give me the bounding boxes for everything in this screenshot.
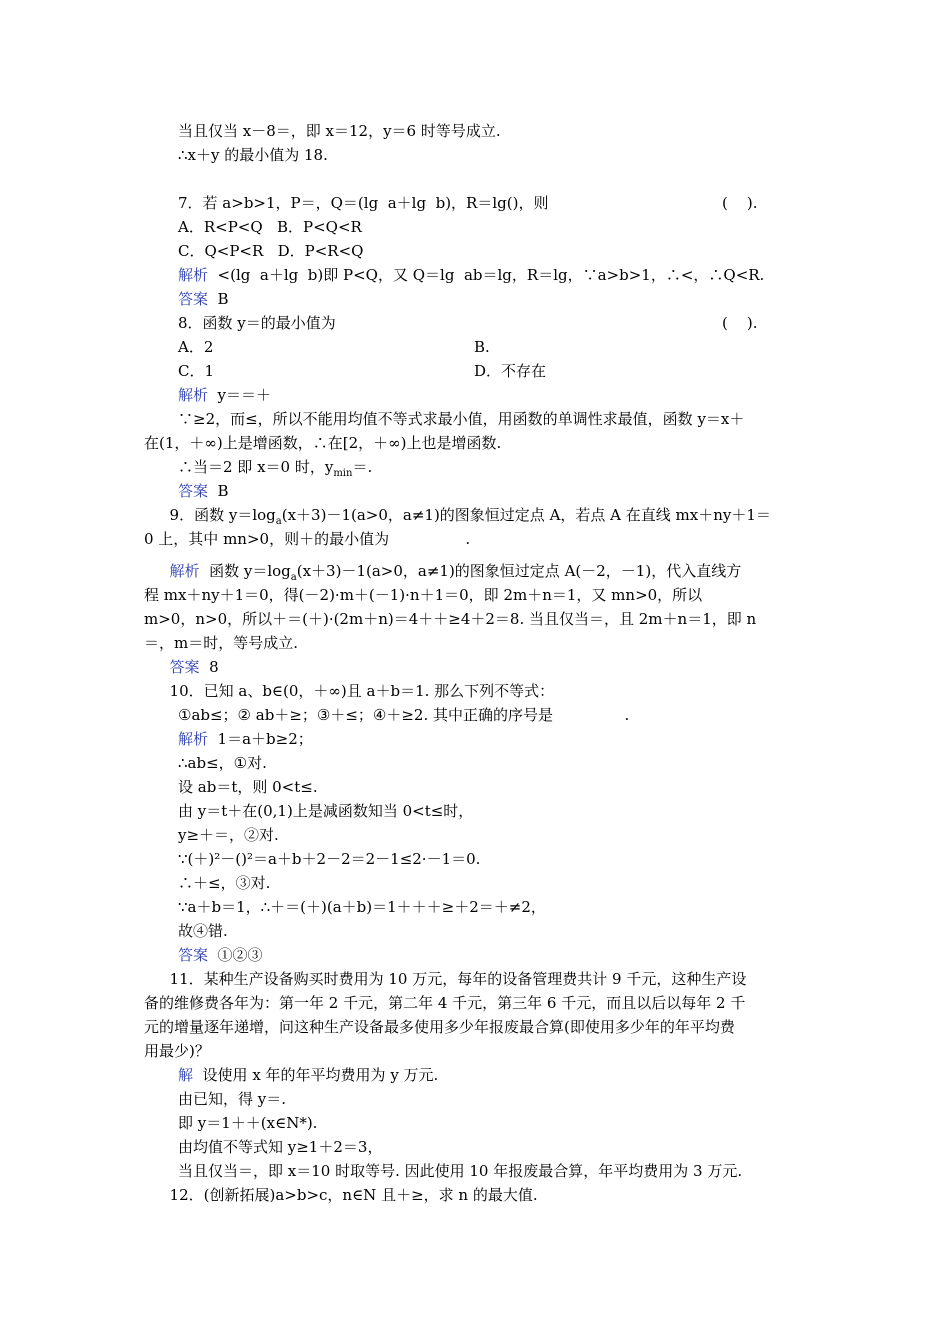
- text-line: ＝，m＝时，等号成立.: [144, 634, 298, 652]
- text-line: ∴ab≤，①对.: [178, 754, 267, 772]
- option-a: A．2: [178, 338, 214, 356]
- option-c: C．1: [178, 362, 215, 380]
- answer-text: B: [208, 482, 229, 500]
- text-line: m>0，n>0，所以＋＝(＋)·(2m＋n)＝4＋＋≥4＋2＝8. 当且仅当＝，且 2m＋n＝1，即 n: [144, 610, 757, 628]
- analysis-line: [160, 561, 741, 588]
- text-line: 当且仅当 x－8＝，即 x＝12，y＝6 时等号成立.: [178, 122, 501, 140]
- text-line: y≥＋＝，②对.: [178, 826, 279, 844]
- analysis-text: 1＝a＋b≥2；: [208, 730, 313, 748]
- text-line: 即 y＝1＋＋(x∈N*).: [178, 1114, 318, 1132]
- text-line: 由 y＝t＋在(0,1)上是减函数知当 0<t≤时，: [178, 802, 474, 820]
- analysis-line: [178, 729, 313, 749]
- text-line: ∵a＋b＝1，∴＋＝(＋)(a＋b)＝1＋＋＋≥＋2＝＋≠2，: [178, 898, 546, 916]
- answer-text: ①②③: [208, 946, 263, 964]
- text-line: ①ab≤；② ab＋≥；③＋≤；④＋≥2. 其中正确的序号是 .: [178, 706, 630, 724]
- answer-label: 答案: [160, 658, 200, 676]
- answer-text: B: [208, 290, 229, 308]
- question-11: 11．某种生产设备购买时费用为 10 万元，每年的设备管理费共计 9 千元，这种生产设: [160, 970, 747, 988]
- text-line: 0 上，其中 mn>0，则＋的最小值为 .: [144, 530, 471, 548]
- answer-line: [178, 481, 229, 501]
- answer-label: 答案: [178, 482, 209, 500]
- text-part: (x＋3)－1(a>0，a≠1)的图象恒过定点 A(－2，－1)，代入直线方: [296, 562, 742, 580]
- text-line: 程 mx＋ny＋1＝0，得(－2)·m＋(－1)·n＋1＝0，即 2m＋n＝1，又 mn>0，所以: [144, 586, 703, 604]
- answer-blank: ( ).: [722, 314, 758, 332]
- text-part: (x＋3)－1(a>0，a≠1)的图象恒过定点 A，若点 A 在直线 mx＋ny＋1＝: [281, 506, 771, 524]
- question-7: 7．若 a>b>1，P＝，Q＝(lg a＋lg b)，R＝lg()，则: [178, 194, 549, 212]
- analysis-label: 解析: [160, 562, 200, 580]
- subscript: a: [290, 572, 297, 583]
- answer-line: [160, 657, 219, 677]
- analysis-label: 解析: [178, 386, 209, 404]
- solution-label: 解: [178, 1066, 194, 1084]
- question-12: 12．(创新拓展)a>b>c，n∈N 且＋≥，求 n 的最大值.: [160, 1186, 538, 1204]
- solution-line: [178, 1065, 438, 1085]
- answer-blank: ( ).: [722, 194, 758, 212]
- question-8: 8．函数 y＝的最小值为: [178, 314, 336, 332]
- text-part: ＝.: [352, 458, 373, 476]
- text-part: ∴当＝2 即 x＝0 时，y: [178, 458, 334, 476]
- text-line: 设 ab＝t，则 0<t≤.: [178, 778, 318, 796]
- text-part: 函数 y＝log: [199, 562, 291, 580]
- text-line: 故④错.: [178, 922, 228, 940]
- analysis-line: [178, 385, 271, 405]
- solution-text: 设使用 x 年的年平均费用为 y 万元.: [193, 1066, 439, 1084]
- text-line: ∵≥2，而≤，所以不能用均值不等式求最小值，用函数的单调性求最值，函数 y＝x＋: [178, 410, 745, 428]
- text-line: 用最少)？: [144, 1042, 210, 1060]
- analysis-line: [178, 265, 764, 285]
- analysis-text: y＝＝＋: [208, 386, 272, 404]
- subscript: a: [275, 516, 282, 527]
- answer-line: [178, 945, 263, 965]
- answer-label: 答案: [178, 946, 209, 964]
- text-line: ∵(＋)²－()²＝a＋b＋2－2＝2－1≤2·－1＝0.: [178, 850, 481, 868]
- analysis-label: 解析: [178, 730, 209, 748]
- text-line: ∴x＋y 的最小值为 18.: [178, 146, 328, 164]
- option-b: B.: [474, 338, 490, 356]
- analysis-text: <(lg a＋lg b)即 P<Q，又 Q＝lg ab＝lg，R＝lg，∵a>b>1，∴<，∴Q<R.: [208, 266, 765, 284]
- text-line: ∴＋≤，③对.: [178, 874, 271, 892]
- question-10: 10．已知 a、b∈(0，＋∞)且 a＋b＝1. 那么下列不等式：: [160, 682, 555, 700]
- text-line: 当且仅当＝，即 x＝10 时取等号. 因此使用 10 年报废最合算，年平均费用为 3 万元.: [178, 1162, 743, 1180]
- text-line: 由已知，得 y＝.: [178, 1090, 287, 1108]
- text-line: [178, 457, 372, 484]
- analysis-label: 解析: [178, 266, 209, 284]
- text-line: 由均值不等式知 y≥1＋2＝3，: [178, 1138, 383, 1156]
- answer-line: [178, 289, 229, 309]
- option-line: A．R<P<Q B．P<Q<R: [178, 218, 362, 236]
- text-line: 元的增量逐年递增，问这种生产设备最多使用多少年报废最合算(即使用多少年的年平均费: [144, 1018, 735, 1036]
- answer-label: 答案: [178, 290, 209, 308]
- answer-text: 8: [199, 658, 219, 676]
- option-line: C．Q<P<R D．P<R<Q: [178, 242, 364, 260]
- option-d: D．不存在: [474, 362, 547, 380]
- text-line: 在(1，＋∞)上是增函数，∴在[2，＋∞)上也是增函数.: [144, 434, 502, 452]
- text-line: 备的维修费各年为：第一年 2 千元，第二年 4 千元，第三年 6 千元，而且以后以每年 2 千: [144, 994, 746, 1012]
- question-9: [160, 505, 771, 532]
- subscript: min: [333, 468, 353, 479]
- text-part: 9．函数 y＝log: [160, 506, 276, 524]
